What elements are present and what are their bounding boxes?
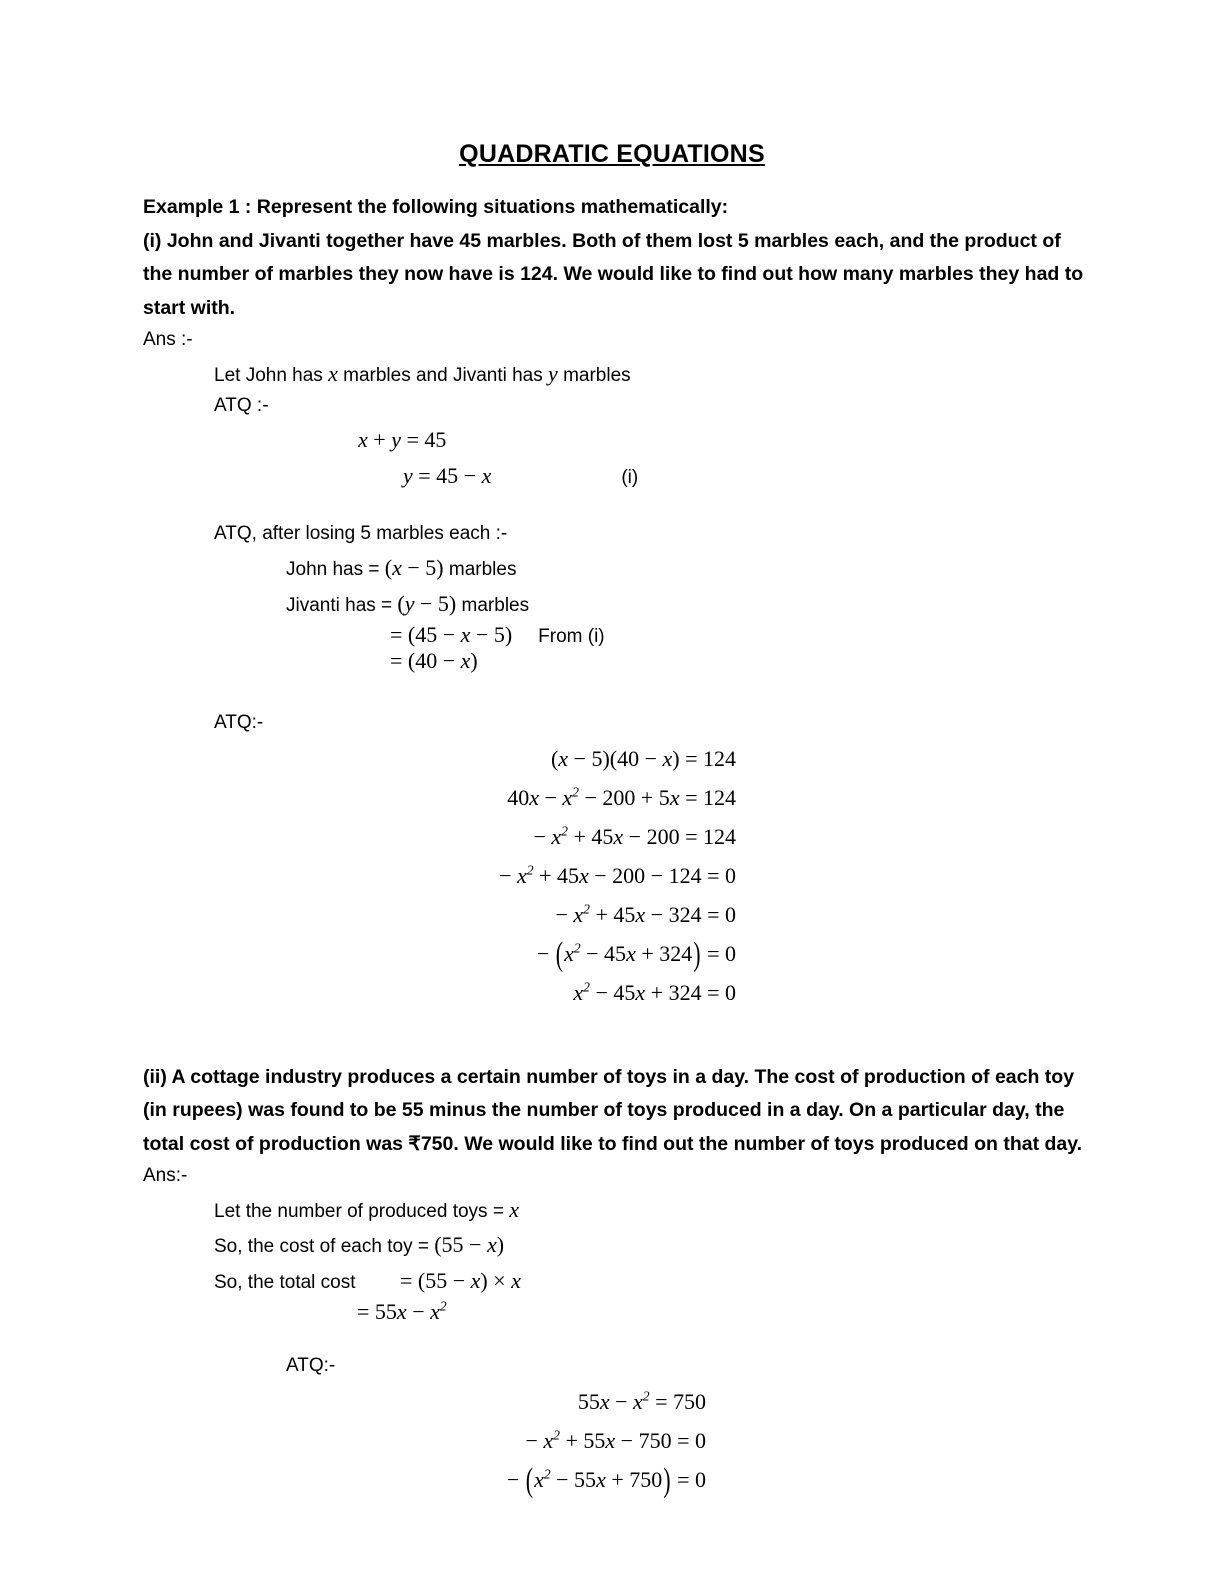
equation-row: $40x - x^2 - 200 + 5x = 124$ xyxy=(507,784,736,810)
equation-number-i: (i) xyxy=(621,466,639,488)
question-part-i: (i) John and Jivanti together have 45 marbles. Both of them lost 5 marbles each, and the product of the number of marbles they now have is 124. We would like to find out how many marbles they had to start with. xyxy=(143,229,1084,319)
spacer xyxy=(143,1325,1094,1351)
variable-y: y xyxy=(548,360,558,386)
example-heading: Example 1 : Represent the following situations mathematically: xyxy=(143,196,729,218)
jivanti-marbles-line xyxy=(286,586,1094,622)
variable-x: x xyxy=(328,360,338,386)
equation-chain-part-ii xyxy=(286,1382,706,1499)
jivanti-label: Jivanti has = xyxy=(286,594,398,616)
substitution-line-2 xyxy=(390,648,1094,674)
equation-row: $x^2 - 45x + 324 = 0$ xyxy=(573,980,736,1006)
equation-chain-part-i xyxy=(286,739,736,1013)
jivanti-suffix: marbles xyxy=(456,594,530,616)
equation-row: − $x^2 + 45x - 200 = 124$ xyxy=(533,823,736,849)
total-cost-expression-2: = $55x - x^2$ xyxy=(357,1298,447,1325)
let-prefix: Let John has xyxy=(214,364,329,386)
equation-group-1 xyxy=(286,422,1094,493)
equation-x-plus-y: x + y = 45 xyxy=(358,427,447,453)
question-part-ii: (ii) A cottage industry produces a certain number of toys in a day. The cost of production of each toy (in rupees) was found to be 55 minus the number of toys produced in a day. On a particular day, the total cost of production was ₹750. We would like to find out the number of toys produced on that day. xyxy=(143,1065,1083,1155)
jivanti-expression: (y − 5) xyxy=(397,590,457,616)
equation-row: − $(x^2 - 55x + 750) = 0$ xyxy=(506,1460,706,1500)
atq-label-part-ii: ATQ:- xyxy=(286,1355,336,1377)
variable-x: x xyxy=(509,1196,519,1222)
let-middle: marbles and Jivanti has xyxy=(337,364,549,386)
document-body xyxy=(0,169,1224,1499)
total-cost-line-2 xyxy=(357,1299,1094,1325)
equation-row: − $(x^2 - 45x + 324) = 0$ xyxy=(536,934,736,974)
john-expression: (x − 5) xyxy=(384,555,444,581)
total-cost-label: So, the total cost xyxy=(214,1272,356,1294)
substitution-line-1 xyxy=(390,622,1094,648)
from-reference-note: From (i) xyxy=(538,625,605,647)
john-marbles-line xyxy=(286,550,1094,586)
spacer xyxy=(143,493,1094,519)
john-suffix: marbles xyxy=(443,559,517,581)
answer-label-part-i: Ans :- xyxy=(143,329,193,351)
atq-label-1: ATQ :- xyxy=(214,395,269,417)
spacer xyxy=(143,1013,1094,1047)
cost-each-label: So, the cost of each toy = xyxy=(214,1236,435,1258)
spacer xyxy=(143,674,1094,708)
equation-y-equals: y = 45 − x xyxy=(403,462,492,488)
cost-each-toy-line xyxy=(214,1227,1094,1263)
substitution-expression-1: = (45 − x − 5) xyxy=(390,621,513,647)
equation-row: − $x^2 + 45x - 200 - 124 = 0$ xyxy=(499,862,736,888)
answer-label-part-ii: Ans:- xyxy=(143,1165,188,1187)
equation-row: (x − 5)(40 − x) = 124 xyxy=(550,745,736,771)
equation-row: − $x^2 + 45x - 324 = 0$ xyxy=(555,901,736,928)
cost-each-expression: (55 − x) xyxy=(434,1232,505,1258)
atq-after-losing: ATQ, after losing 5 marbles each :- xyxy=(214,523,508,545)
total-cost-line xyxy=(214,1263,1094,1299)
let-toys-label: Let the number of produced toys = xyxy=(214,1200,510,1222)
equation-row: $55x - x^2 = 750$ xyxy=(577,1388,706,1414)
let-suffix: marbles xyxy=(557,364,631,386)
let-statement-part-i xyxy=(214,356,1094,392)
page-title: QUADRATIC EQUATIONS xyxy=(459,140,765,168)
total-cost-expression-1: = (55 − x) × x xyxy=(400,1268,521,1294)
equation-row: − $x^2 + 55x - 750 = 0$ xyxy=(525,1427,706,1454)
john-label: John has = xyxy=(286,559,385,581)
atq-label-2: ATQ:- xyxy=(214,711,264,733)
let-statement-part-ii xyxy=(214,1192,1094,1228)
substitution-expression-2: = (40 − x) xyxy=(390,647,478,673)
